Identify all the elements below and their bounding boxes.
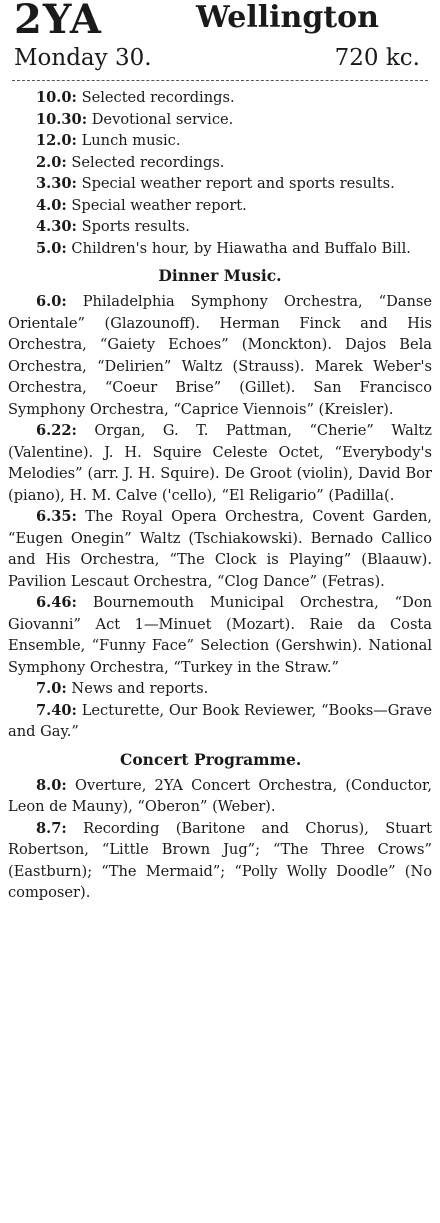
station-city: Wellington — [196, 0, 379, 35]
programme-item — [8, 592, 432, 678]
item-time: 6.46: — [36, 594, 77, 611]
programme-item — [8, 130, 432, 152]
programme-item — [8, 195, 432, 217]
item-time: 6.0: — [36, 293, 67, 310]
item-text: Special weather report. — [66, 196, 247, 214]
programme-item — [8, 173, 432, 195]
programme-item — [8, 152, 432, 174]
programme-item — [8, 291, 432, 420]
item-time: 4.0: — [36, 196, 67, 214]
item-time: 5.0: — [36, 239, 67, 257]
item-time: 2.0: — [36, 153, 67, 171]
section-heading-concert-programme: Concert Programme. — [120, 749, 302, 769]
item-time: 6.22: — [36, 422, 77, 439]
item-text: Overture, 2YA Concert Orchestra, (Conductor, Leon de Mauny), “Oberon” (Weber). — [8, 776, 432, 815]
item-text: Sports results. — [76, 218, 190, 235]
item-text: Selected recordings. — [66, 153, 225, 171]
item-time: 6.35: — [36, 508, 77, 525]
programme-item — [8, 238, 432, 260]
programme-item — [8, 818, 432, 904]
item-text: Recording (Baritone and Chorus), Stuart Robertson, “Little Brown Jug”; “The Three Crows” (Eastburn); “The Mermaid”; “Polly Wolly Doodle” (No composer). — [8, 819, 432, 901]
programme-item — [8, 87, 432, 109]
item-time: 4.30: — [36, 218, 77, 235]
item-text: Selected recordings. — [76, 89, 235, 106]
item-time: 10.0: — [36, 89, 77, 106]
divider-rule — [12, 80, 428, 81]
item-time: 12.0: — [36, 132, 77, 149]
item-text: Lecturette, Our Book Reviewer, “Books—Grave and Gay.” — [8, 701, 432, 740]
programme-item — [8, 506, 432, 592]
item-text: Bournemouth Municipal Orchestra, “Don Giovanni” Act 1—Minuet (Mozart). Raie da Costa Ensemble, “Funny Face” Selection (Gershwin). National Symphony Orchestra, “Turkey in the Straw.” — [8, 594, 432, 676]
item-text: Devotional service. — [87, 110, 234, 128]
item-text: Organ, G. T. Pattman, “Cherie” Waltz (Valentine). J. H. Squire Celeste Octet, “Everybody's Melodies” (arr. J. H. Squire). De Groot (violin), David Bor (piano), H. M. Calve ('cello), “El Religario” (Padilla(. — [8, 422, 432, 504]
item-time: 3.30: — [36, 175, 77, 192]
broadcast-day: Monday 30. — [14, 45, 152, 71]
programme-item — [8, 700, 432, 743]
item-time: 7.40: — [36, 701, 77, 719]
item-text: The Royal Opera Orchestra, Covent Garden, “Eugen Onegin” Waltz (Tschiakowski). Bernado Callico and His Orchestra, “The Clock is Playing” (Blaauw). Pavilion Lescaut Orchestra, “Clog Dance” (Fetras). — [8, 508, 432, 590]
item-text: Special weather report and sports results. — [76, 175, 395, 192]
item-time: 8.0: — [36, 776, 67, 794]
programme-item — [8, 678, 432, 700]
item-text: Philadelphia Symphony Orchestra, “Danse Orientale” (Glazounoff). Herman Finck and His Orchestra, “Gaiety Echoes” (Monckton). Dajos Bela Orchestra, “Delirien” Waltz (Strauss). Marek Weber's Orchestra, “Coeur Brise” (Gillet). San Francisco Symphony Orchestra, “Caprice Viennois” (Kreisler). — [8, 293, 432, 418]
station-frequency: 720 kc. — [334, 45, 420, 71]
item-text: Children's hour, by Hiawatha and Buffalo Bill. — [66, 239, 411, 257]
programme-body — [8, 87, 432, 904]
section-heading-dinner-music: Dinner Music. — [158, 266, 282, 285]
station-callsign: 2YA — [14, 0, 102, 43]
programme-item — [8, 420, 432, 506]
item-time: 10.30: — [36, 110, 88, 128]
programme-item — [8, 109, 432, 131]
item-text: News and reports. — [66, 680, 209, 697]
programme-item — [8, 775, 432, 818]
programme-item — [8, 216, 432, 238]
item-time: 7.0: — [36, 680, 67, 697]
item-time: 8.7: — [36, 819, 67, 837]
masthead — [8, 0, 432, 80]
item-text: Lunch music. — [76, 132, 181, 149]
